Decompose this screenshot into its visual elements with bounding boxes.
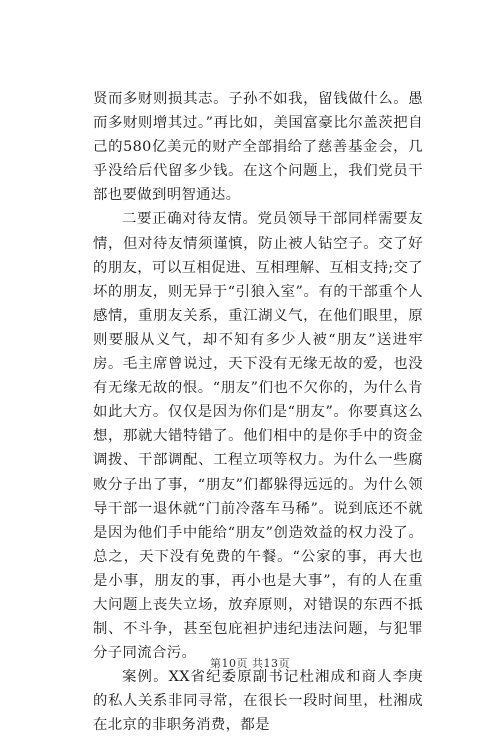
paragraph: 贤而多财则损其志。子孙不如我，留钱做什么。愚而多财则增其过。”再比如，美国富豪比尔盖茨把自己的580亿美元的财产全部捐给了慈善基金会，几乎没给后代留多少钱。在这个问题上，我们党员干部也要做到明智通达。 [93, 91, 423, 204]
page-footer: 第10页 共13页 [210, 657, 290, 670]
document-body [93, 87, 423, 738]
paragraph: 二要正确对待友情。党员领导干部同样需要友情，但对待友情须谨慎，防止被人钻空子。交了好的朋友，可以互相促进、互相理解、互相支持;交了坏的朋友，则无异于“引狼入室”。有的干部重个人感情，重朋友关系，重江湖义气，在他们眼里，原则要服从义气，却不知有多少人被“朋友”送进牢房。毛主席曾说过，天下没有无缘无故的爱，也没有无缘无故的恨。“朋友”们也不欠你的，为什么肯如此大方。仅仅是因为你们是“朋友”。你要真这么想，那就大错特错了。他们相中的是你手中的资金调拨、干部调配、工程立项等权力。为什么一些腐败分子出了事，“朋友”们都躲得远远的。为什么领导干部一退休就“门前冷落车马稀”。说到底还不就是因为他们手中能给“朋友”创造效益的权力没了。总之，天下没有免费的午餐。“公家的事，再大也是小事，朋友的事，再小也是大事”，有的人在重大问题上丧失立场，放弃原则，对错误的东西不抵制、不斗争，甚至包庇袒护违纪违法问题，与犯罪分子同流合污。 [93, 211, 423, 662]
paragraph: 案例。XX省纪委原副书记杜湘成和商人李庚的私人关系非同寻常，在很长一段时间里，杜湘成在北京的非职务消费，都是 [93, 669, 423, 734]
